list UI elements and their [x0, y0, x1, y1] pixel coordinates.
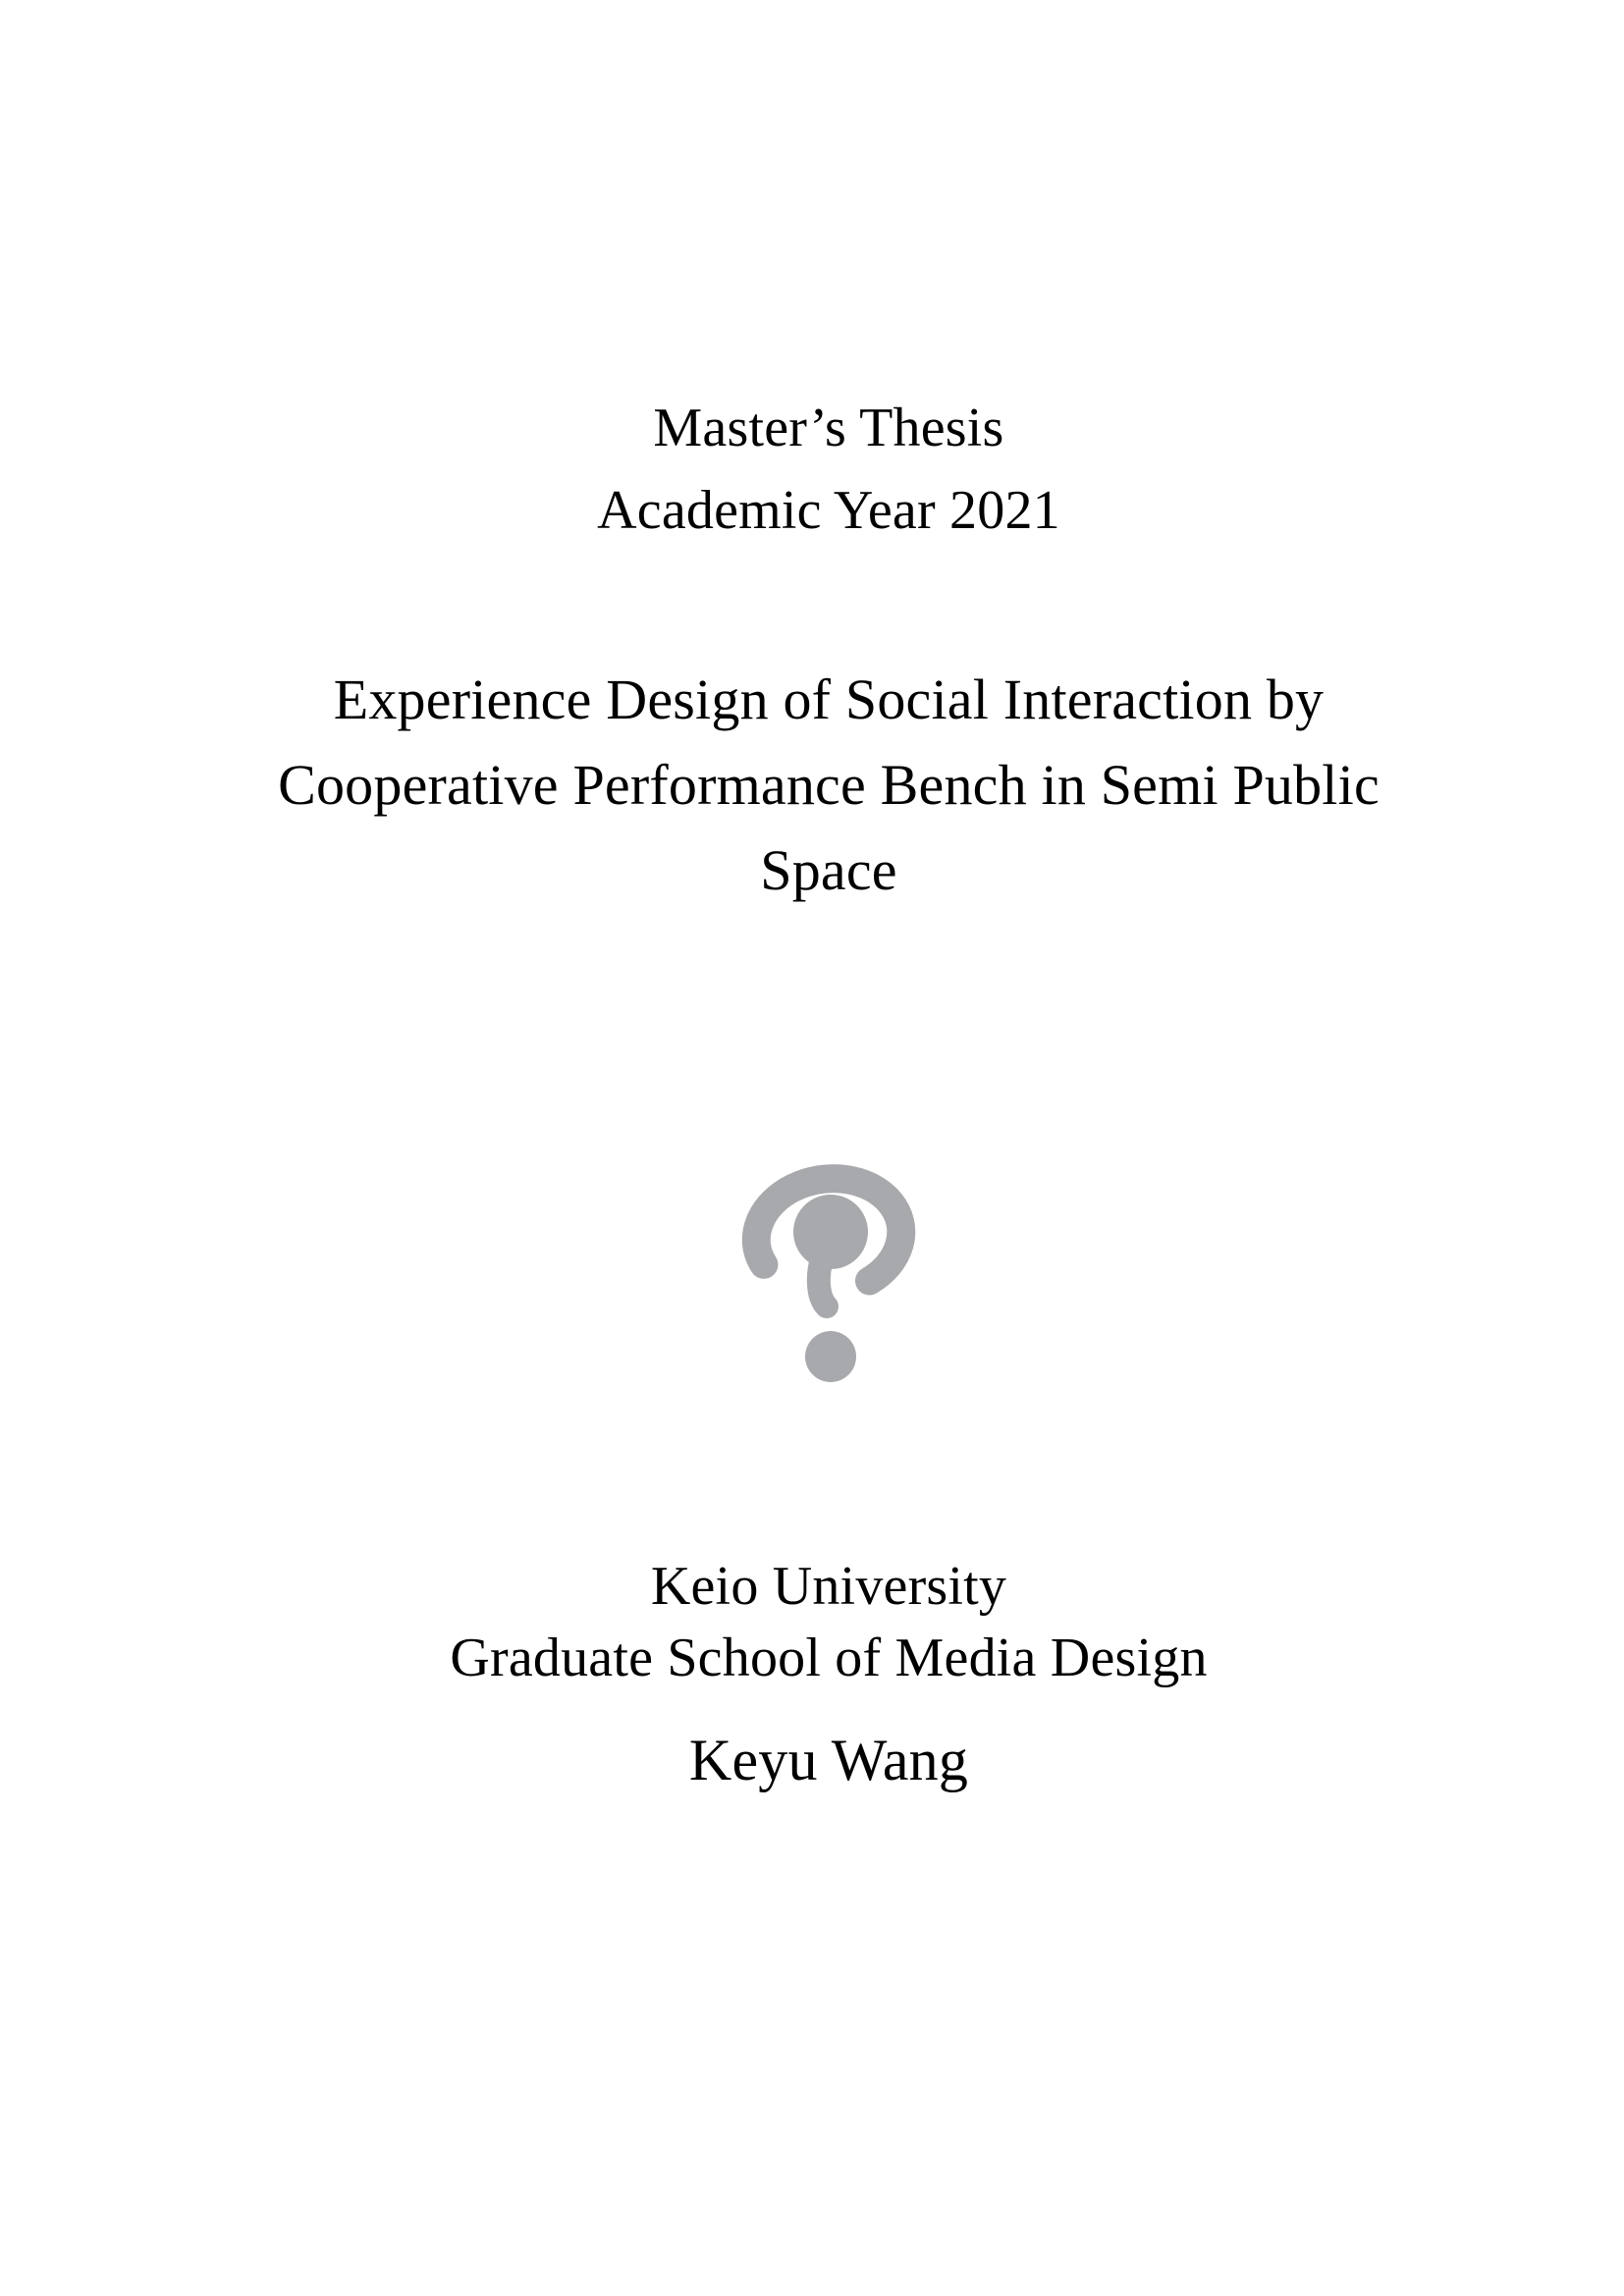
- thesis-title-line-3: Space: [760, 838, 897, 902]
- university-name: Keio University: [650, 1556, 1007, 1617]
- logo-tail: [819, 1252, 827, 1307]
- thesis-title-line-2: Cooperative Performance Bench in Semi Public: [278, 753, 1380, 817]
- question-mark-logo: [735, 1161, 922, 1387]
- author-name: Keyu Wang: [688, 1728, 969, 1792]
- document-type-heading: Master’s Thesis: [653, 398, 1004, 458]
- logo-dot: [805, 1331, 856, 1382]
- academic-year-heading: Academic Year 2021: [597, 480, 1060, 541]
- school-name: Graduate School of Media Design: [450, 1628, 1208, 1688]
- thesis-title-line-1: Experience Design of Social Interaction by: [333, 667, 1325, 731]
